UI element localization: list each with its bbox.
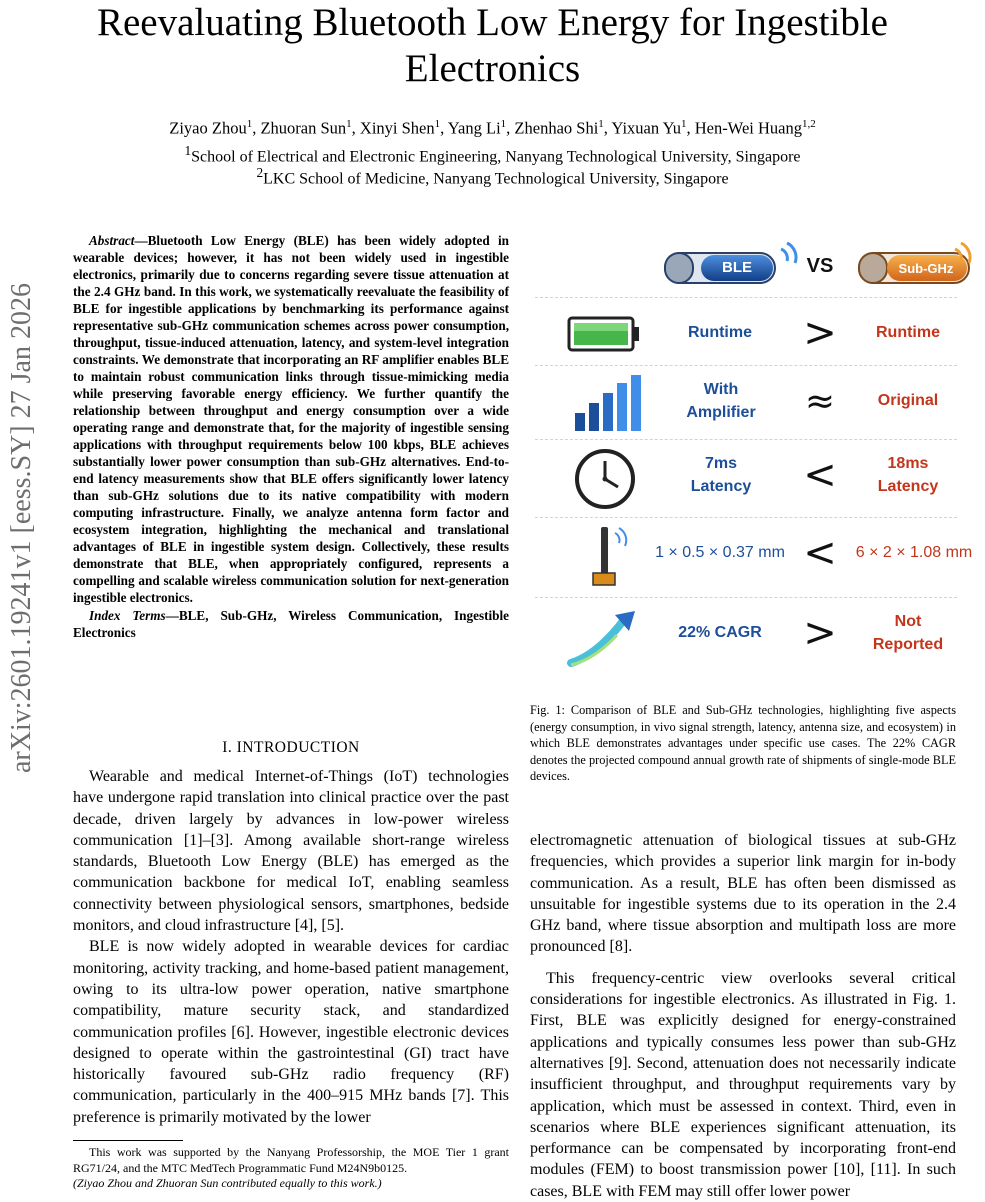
footnote-rule [73, 1140, 183, 1141]
index-terms [73, 607, 509, 641]
footnote-equal-contribution: (Ziyao Zhou and Zhuoran Sun contributed equally to this work.) [73, 1176, 382, 1190]
comparison-row-signal [535, 365, 957, 438]
intro-right-column [530, 830, 956, 1202]
affiliation-2-marker: 2 [256, 165, 264, 180]
comparison-row-latency [535, 439, 957, 512]
author-name: Zhuoran Sun [260, 118, 347, 138]
affiliation-1-text: School of Electrical and Electronic Engineering, Nanyang Technological University, Singapore [191, 148, 801, 166]
index-terms-text: —BLE, Sub-GHz, Wireless Communication, Ingestible Electronics [73, 608, 509, 640]
comparison-operator: > [803, 610, 837, 656]
vs-label: VS [806, 255, 834, 277]
abstract-label: Abstract [89, 233, 135, 248]
figure-caption: Fig. 1: Comparison of BLE and Sub-GHz technologies, highlighting five aspects (energy consumption, in vivo signal strength, latency, antenna size, and ecosystem) in which BLE demonstrates advantages under specific use cases. The 22% CAGR denotes the projected compound annual growth rate of shipments of single-mode BLE devices. [530, 703, 956, 783]
index-terms-label: Index Terms [89, 608, 166, 623]
affiliation-2 [0, 165, 985, 188]
growth-arrow-icon [567, 607, 647, 667]
section-heading: I. INTRODUCTION [222, 739, 360, 756]
author-name: Ziyao Zhou [169, 118, 247, 138]
intro-paragraph-2: BLE is now widely adopted in wearable devices for cardiac monitoring, activity tracking, and home-based patient management, owing to its ultra-low power operation, native smartphone compatibility, mature security stack, and standardized communication profiles [6]. However, ingestible electronic devices designed to operate within the gastrointestinal (GI) tract have historically favoured sub-GHz radio frequency (RF) communication, particularly in the 400–915 MHz bands [7]. This preference is primarily motivated by the lower [73, 938, 509, 1126]
footnote [73, 1145, 509, 1192]
author-affiliation-marker: 1 [346, 118, 352, 130]
right-paragraph-2: This frequency-centric view overlooks several critical considerations for ingestible electronics. As illustrated in Fig. 1. First, BLE was explicitly designed for energy-constrained applications and typically consumes less power than sub-GHz alternatives [9]. Second, attenuation does not necessarily indicate insufficient throughput, and throughput requirements vary by application, which must be assessed in context. Third, even in scenarios where BLE experiences significant attenuation, its performance can be compensated by incorporating front-end modules (FEM) to boost transmission power [10], [11]. In such cases, BLE with FEM may still offer lower power [530, 969, 956, 1200]
abstract [73, 232, 509, 641]
affiliation-1 [0, 143, 985, 166]
clock-icon [573, 447, 637, 511]
author-list: Ziyao Zhou$^1$, Zhuoran Sun$^1$, Xinyi Shen$^1$, Yang Li$^1$, Zhenhao Shi$^1$, Yixuan Yu$^1$, Hen-Wei Huang$^{1,2}$ [169, 118, 816, 138]
comparison-operator: < [803, 530, 837, 576]
subghz-antenna-size: 6 × 2 × 1.08 mm [855, 544, 973, 561]
subghz-cagr: Not Reported [872, 613, 944, 653]
battery-icon [567, 315, 647, 355]
antenna-icon [583, 523, 643, 589]
author-affiliation-marker: 1 [598, 118, 604, 130]
abstract-text: —Bluetooth Low Energy (BLE) has been widely adopted in wearable devices; however, it has not been widely used in ingestible electronics, primarily due to concerns regarding severe tissue attenuation at the 2.4 GHz band. In this work, we systematically reevaluate the feasibility of BLE for ingestible applications by benchmarking its performance against representative sub-GHz communication schemes across power consumption, throughput, tissue-induced attenuation, latency, and system-level integration constraints. We demonstrate that incorporating an RF amplifier enables BLE to maintain robust communication links through tissue-mimicking media while preserving favorable energy efficiency. We further quantify the relationship between throughput and energy consumption over a wide operating range and demonstrate that, for the majority of ingestible sensing applications with throughput requirements below 100 kbps, BLE achieves substantially lower power consumption than sub-GHz alternatives. End-to-end latency measurements show that BLE offers significantly lower latency than sub-GHz solutions due to its native compatibility with modern computing infrastructure. Finally, we analyze antenna form factor and ecosystem integration, highlighting the mechanical and translational advantages of BLE in ingestible system design. Collectively, these results demonstrate that BLE, when appropriately configured, represents a compelling and scalable wireless communication solution for next-generation ingestible electronics. [73, 233, 509, 605]
author-name: Yixuan Yu [611, 118, 681, 138]
author-name: Zhenhao Shi [514, 118, 599, 138]
author-name: Hen-Wei Huang [694, 118, 802, 138]
author-affiliation-marker: 1 [680, 118, 687, 130]
author-name: Xinyi Shen [359, 118, 435, 138]
comparison-row-ecosystem [535, 597, 957, 670]
comparison-operator: > [803, 310, 837, 356]
title-line-1: Reevaluating Bluetooth Low Energy for Ingestible [96, 1, 888, 44]
affiliation-1-marker: 1 [184, 143, 192, 158]
title-line-2: Electronics [404, 47, 581, 90]
arxiv-identifier: arXiv:2601.19241v1 [eess.SY] 27 Jan 2026 [6, 283, 37, 773]
intro-left-column [73, 766, 509, 1128]
subghz-runtime: Runtime [876, 324, 940, 341]
author-affiliation-marker: 1 [434, 118, 441, 130]
ble-antenna-size: 1 × 0.5 × 0.37 mm [655, 544, 785, 561]
right-paragraph-1: electromagnetic attenuation of biological tissues at sub-GHz frequencies, which provides a superior link margin for in-body communication. As a result, BLE has often been dismissed as unsuitable for ingestible systems due to its operation in the 2.4 GHz band, where tissue absorption and multipath loss are more pronounced [8]. [530, 832, 956, 956]
signal-bars-icon [571, 373, 651, 433]
subghz-latency: 18ms Latency [877, 455, 939, 495]
author-affiliation-marker: 1 [246, 118, 253, 130]
paper-title [0, 0, 985, 92]
comparison-operator: ≈ [804, 381, 836, 422]
ble-latency: 7ms Latency [690, 455, 752, 495]
ble-signal-text: With Amplifier [686, 381, 756, 421]
author-name: Yang Li [447, 118, 501, 138]
ble-runtime: Runtime [688, 324, 752, 341]
affiliation-2-text: LKC School of Medicine, Nanyang Technological University, Singapore [263, 170, 729, 188]
comparison-row-antenna [535, 517, 973, 590]
comparison-row-runtime [535, 297, 957, 370]
author-affiliation-marker: 1,2 [801, 118, 816, 130]
ble-pill-label: BLE [722, 259, 752, 276]
figure-1 [535, 225, 973, 695]
intro-paragraph-1: Wearable and medical Internet-of-Things (IoT) technologies have undergone rapid translation into clinical practice over the past decade, driven largely by advances in low-power wireless communication [1]–[3]. Among available short-range wireless standards, Bluetooth Low Energy (BLE) has emerged as the communication backbone for medical IoT, enabling seamless connectivity between physiological sensors, smartphones, bedside monitors, and cloud infrastructure [4], [5]. [73, 768, 509, 935]
subghz-signal-text: Original [877, 392, 939, 409]
subghz-pill-label: Sub-GHz [898, 261, 954, 276]
comparison-operator: < [803, 452, 837, 498]
ble-cagr: 22% CAGR [678, 624, 762, 641]
author-affiliation-marker: 1 [500, 118, 507, 130]
footnote-funding: This work was supported by the Nanyang Professorship, the MOE Tier 1 grant RG71/24, and the MTC MedTech Programmatic Fund M24N9b0125. [73, 1145, 509, 1175]
